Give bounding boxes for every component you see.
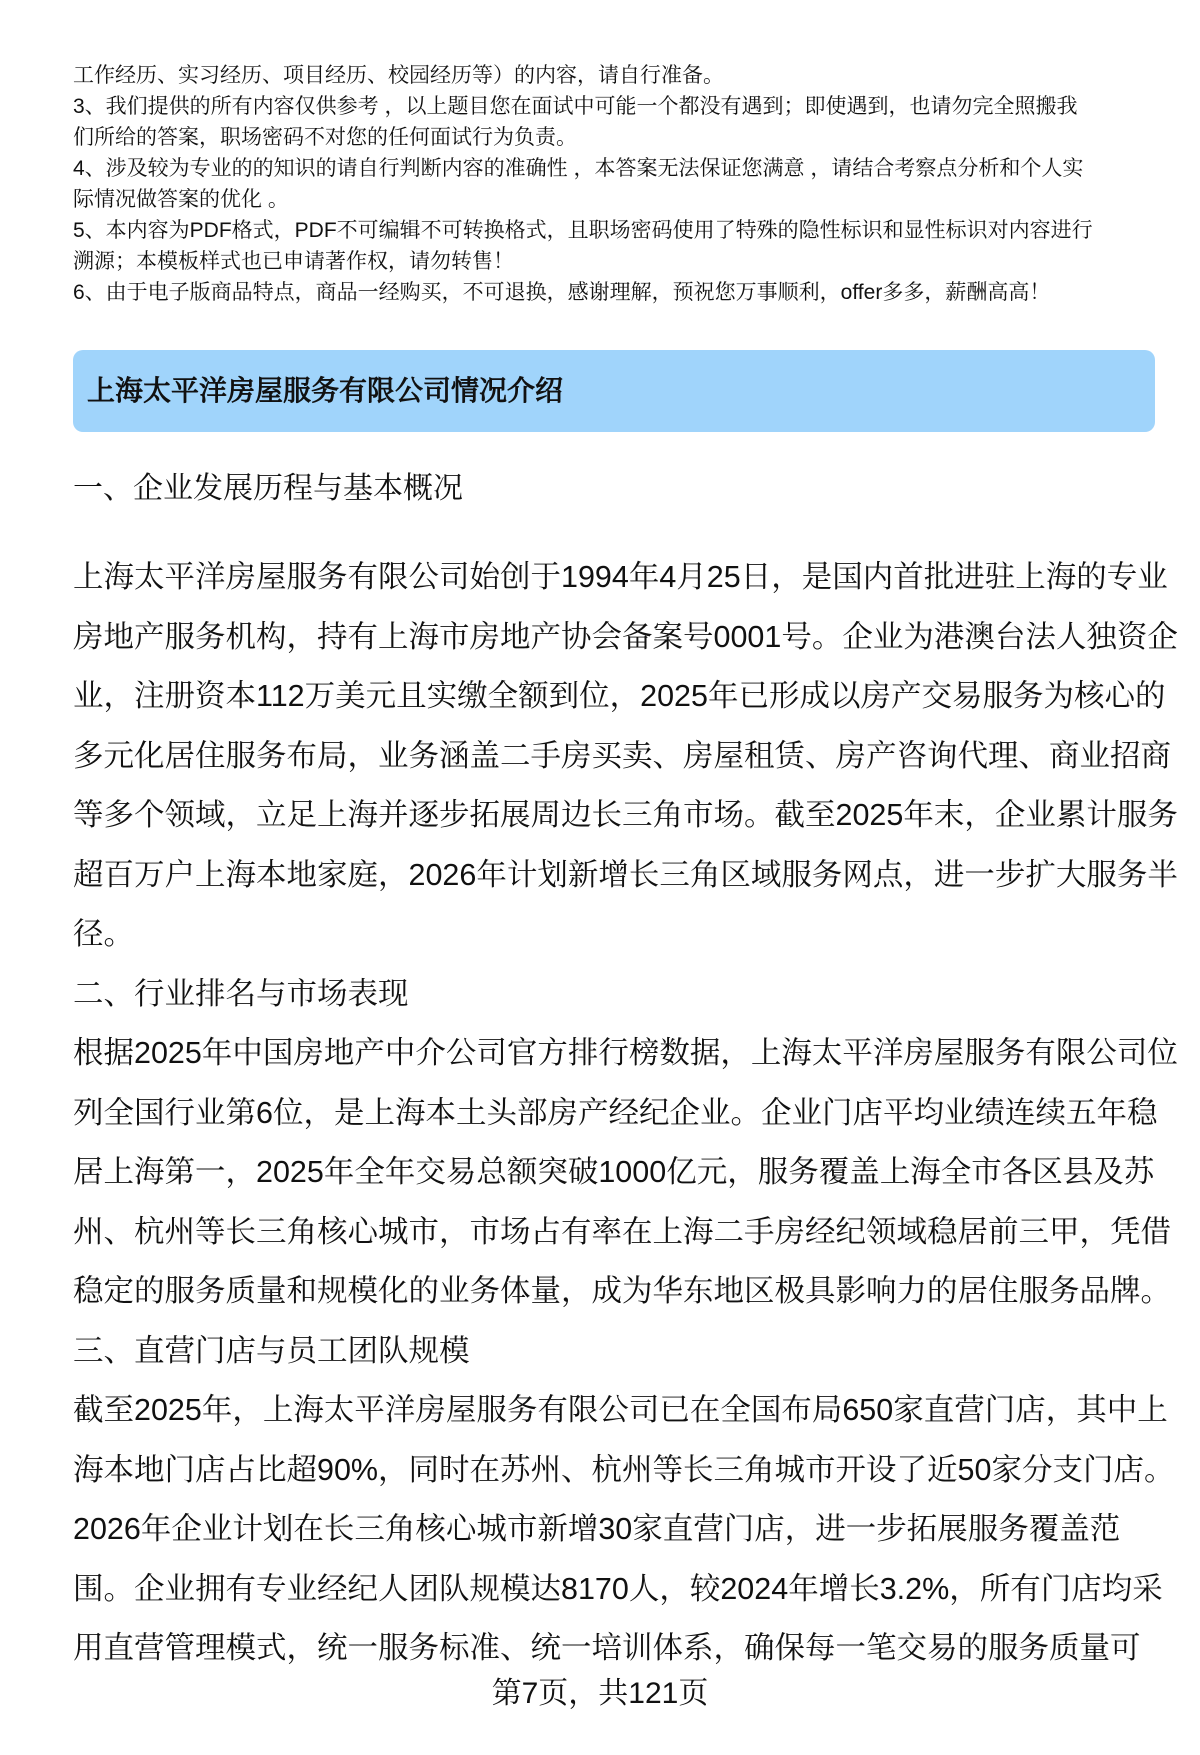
note-line: 溯源；本模板样式也已申请著作权，请勿转售！ [73, 250, 514, 273]
note-line: 5、本内容为PDF格式，PDF不可编辑不可转换格式，且职场密码使用了特殊的隐性标识和显性标识对内容进行 [73, 219, 1093, 242]
note-line: 4、涉及较为专业的的知识的请自行判断内容的准确性 ，本答案无法保证您满意 ，请结合考察点分析和个人实 [73, 157, 1084, 180]
note-line: 们所给的答案，职场密码不对您的任何面试行为负责。 [73, 126, 577, 149]
paragraph-line: 海本地门店占比超90%，同时在苏州、杭州等长三角城市开设了近50家分支门店。 [73, 1452, 1175, 1487]
paragraph-line: 居上海第一，2025年全年交易总额突破1000亿元，服务覆盖上海全市各区县及苏 [73, 1155, 1155, 1189]
note-line: 工作经历、实习经历、项目经历、校园经历等）的内容，请自行准备。 [73, 64, 724, 87]
paragraph-line: 业，注册资本112万美元且实缴全额到位，2025年已形成以房产交易服务为核心的 [73, 679, 1166, 713]
paragraph-line: 径。 [73, 917, 134, 951]
section-heading: 三、直营门店与员工团队规模 [73, 1333, 470, 1368]
paragraph-line: 2026年企业计划在长三角核心城市新增30家直营门店，进一步拓展服务覆盖范 [73, 1512, 1121, 1546]
paragraph-line: 稳定的服务质量和规模化的业务体量，成为华东地区极具影响力的居住服务品牌。 [73, 1274, 1171, 1308]
paragraph-line: 房地产服务机构，持有上海市房地产协会备案号0001号。企业为港澳台法人独资企 [73, 619, 1178, 654]
paragraph-line: 上海太平洋房屋服务有限公司始创于1994年4月25日，是国内首批进驻上海的专业 [73, 560, 1168, 594]
banner-title: 上海太平洋房屋服务有限公司情况介绍 [87, 375, 564, 406]
paragraph-line: 截至2025年，上海太平洋房屋服务有限公司已在全国布局650家直营门店，其中上 [73, 1393, 1168, 1427]
note-line: 际情况做答案的优化 。 [73, 188, 289, 211]
body-text [73, 548, 1178, 1679]
section-heading: 二、行业排名与市场表现 [73, 976, 409, 1011]
paragraph-line: 根据2025年中国房地产中介公司官方排行榜数据，上海太平洋房屋服务有限公司位 [73, 1036, 1178, 1070]
paragraph-line: 超百万户上海本地家庭，2026年计划新增长三角区域服务网点，进一步扩大服务半 [73, 857, 1178, 892]
page-number: 第7页，共121页 [491, 1677, 709, 1710]
paragraph-line: 等多个领域，立足上海并逐步拓展周边长三角市场。截至2025年末，企业累计服务 [73, 798, 1178, 832]
disclaimer-notes [73, 60, 1163, 308]
section-banner [73, 350, 1155, 432]
paragraph-line: 列全国行业第6位，是上海本土头部房产经纪企业。企业门店平均业绩连续五年稳 [73, 1095, 1158, 1130]
paragraph-line: 州、杭州等长三角核心城市，市场占有率在上海二手房经纪领域稳居前三甲，凭借 [73, 1214, 1171, 1249]
section-heading: 一、企业发展历程与基本概况 [73, 472, 463, 505]
paragraph-line: 多元化居住服务布局，业务涵盖二手房买卖、房屋租赁、房产咨询代理、商业招商 [73, 738, 1171, 773]
note-line: 6、由于电子版商品特点，商品一经购买，不可退换，感谢理解，预祝您万事顺利，offer多多，薪酬高高！ [73, 281, 1051, 304]
paragraph-line: 用直营管理模式，统一服务标准、统一培训体系，确保每一笔交易的服务质量可 [73, 1631, 1141, 1665]
note-line: 3、我们提供的所有内容仅供参考 ，以上题目您在面试中可能一个都没有遇到；即使遇到，也请勿完全照搬我 [73, 95, 1078, 118]
paragraph-line: 围。企业拥有专业经纪人团队规模达8170人，较2024年增长3.2%，所有门店均采 [73, 1571, 1163, 1606]
